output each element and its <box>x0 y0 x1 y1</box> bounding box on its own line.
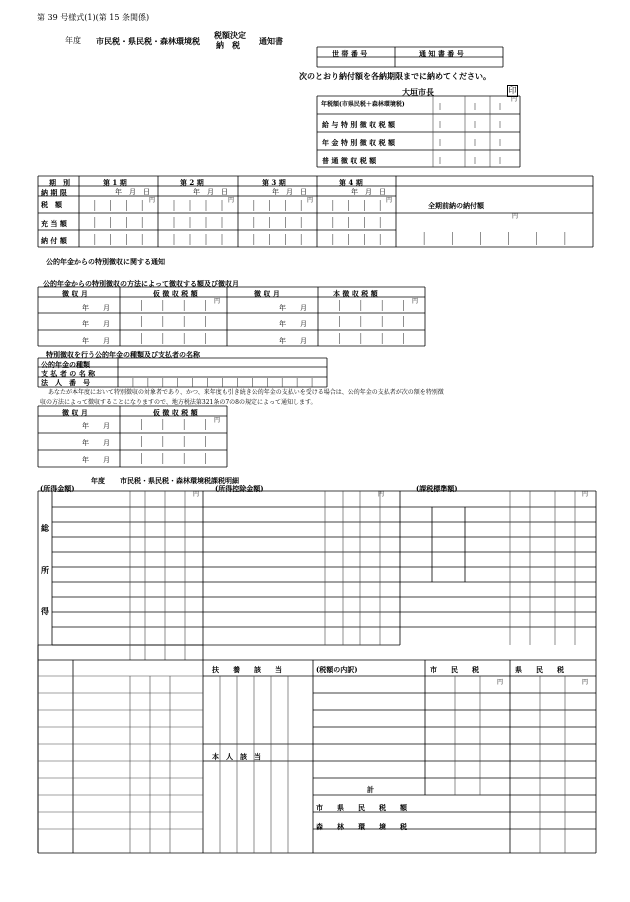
pension-col-provisional: 仮 徴 収 税 額 <box>153 289 198 298</box>
period-3-date: 年 月 日 <box>272 188 307 196</box>
citizen-tax-amount-label: 市 県 民 税 額 <box>316 803 407 812</box>
seal-stamp: 印 <box>508 86 517 95</box>
payer-name-label: 支 払 者 の 名 称 <box>41 369 96 378</box>
ordinary-tax-label: 普 通 徴 収 税 額 <box>322 156 377 165</box>
mayor-name: 大垣市長 <box>402 87 434 97</box>
pension-row3-month-2: 年 月 <box>279 337 307 345</box>
pension-notice-line-1: あなたが本年度において特別徴収の対象者であり、かつ、来年度も引き続き公的年金の支払いを受ける場合は、公的年金の支払者が次の額を特別徴 <box>48 389 444 396</box>
term-label: 期 別 <box>49 178 70 187</box>
deduction-yen: 円 <box>378 491 385 498</box>
side-char-shotoku-1: 所 <box>41 565 49 575</box>
period-3-yen: 円 <box>307 197 314 204</box>
detail-title: 市民税・県民税・森林環境税課税明細 <box>120 476 239 485</box>
total-label: 計 <box>367 785 374 794</box>
prepay-label: 全期前納の納付額 <box>428 201 484 210</box>
next-year-row3-month: 年 月 <box>82 456 110 464</box>
side-char-total: 総 <box>41 523 49 533</box>
period-1-label: 第 1 期 <box>103 178 127 187</box>
header-title-decision-bottom: 納 税 <box>216 40 240 50</box>
pension-row2-month: 年 月 <box>82 320 110 328</box>
form-number: 第 39 号様式(1)(第 15 条関係) <box>37 13 150 22</box>
city-tax-label: 市 民 税 <box>430 665 479 674</box>
header-title-taxes: 市民税・県民税・森林環境税 <box>96 36 200 46</box>
period-4-yen: 円 <box>386 197 393 204</box>
next-year-col-provisional: 仮 徴 収 税 額 <box>153 408 198 417</box>
household-number-label: 世 帯 番 号 <box>332 49 368 58</box>
self-applicable-label: 本 人 該 当 <box>212 752 261 761</box>
tax-amount-label: 税 額 <box>41 200 62 209</box>
pension-row3-month: 年 月 <box>82 337 110 345</box>
pension-tax-label: 年 金 特 別 徴 収 税 額 <box>322 138 396 147</box>
period-4-label: 第 4 期 <box>339 178 363 187</box>
pension-row1-month-2: 年 月 <box>279 304 307 312</box>
pension-notice-line-2: 収の方法によって徴収することになりますので、地方税法第321条の7の8の規定によって通知します。 <box>40 399 317 406</box>
next-year-col-month: 徴 収 月 <box>62 408 88 417</box>
dependent-applicable-label: 扶 養 該 当 <box>212 665 282 674</box>
header-title-decision-top: 税額決定 <box>214 30 246 40</box>
city-tax-yen: 円 <box>497 679 504 686</box>
period-2-label: 第 2 期 <box>180 178 204 187</box>
pension-row2-month-2: 年 月 <box>279 320 307 328</box>
next-year-row2-month: 年 月 <box>82 439 110 447</box>
corporate-number-label: 法 人 番 号 <box>41 378 90 387</box>
prepay-yen: 円 <box>512 213 519 220</box>
pension-col-month: 徴 収 月 <box>62 289 88 298</box>
pension-main-yen: 円 <box>412 298 419 305</box>
pension-provisional-yen: 円 <box>214 298 221 305</box>
period-2-yen: 円 <box>228 197 235 204</box>
income-yen: 円 <box>193 491 200 498</box>
forest-tax-label: 森 林 環 境 税 <box>316 822 407 831</box>
prefecture-tax-yen: 円 <box>582 679 589 686</box>
period-2-date: 年 月 日 <box>193 188 228 196</box>
deduction-amount-label: (所得控除金額) <box>215 484 264 493</box>
header-title-notice: 通知書 <box>259 36 283 46</box>
annual-tax-yen: 円 <box>511 96 518 103</box>
period-1-yen: 円 <box>149 197 156 204</box>
next-year-row1-month: 年 月 <box>82 422 110 430</box>
payment-instruction: 次のとおり納付額を各納期限までに納めてください。 <box>299 71 491 81</box>
side-char-shotoku-2: 得 <box>41 606 49 616</box>
annual-tax-label: 年税額(市県民税＋森林環境税) <box>321 101 405 108</box>
pension-notice-title: 公的年金からの特別徴収に関する通知 <box>46 257 165 266</box>
prefecture-tax-label: 県 民 税 <box>515 665 564 674</box>
pension-type-label: 公的年金の種類 <box>41 360 90 369</box>
pension-row1-month: 年 月 <box>82 304 110 312</box>
salary-tax-label: 給 与 特 別 徴 収 税 額 <box>322 120 396 129</box>
notice-number-label: 通 知 書 番 号 <box>419 49 464 58</box>
tax-breakdown-label: (税額の内訳) <box>316 665 358 674</box>
taxable-amount-label: (課税標準額) <box>416 484 458 493</box>
pension-col-month-2: 徴 収 月 <box>254 289 280 298</box>
income-amount-label: (所得金額) <box>40 484 75 493</box>
period-1-date: 年 月 日 <box>115 188 150 196</box>
period-4-date: 年 月 日 <box>351 188 386 196</box>
detail-year-label: 年度 <box>91 476 105 485</box>
applied-amount-label: 充 当 額 <box>41 219 67 228</box>
payment-amount-label: 納 付 額 <box>41 236 67 245</box>
pension-col-main: 本 徴 収 税 額 <box>333 289 378 298</box>
header-year-label: 年度 <box>65 36 81 45</box>
next-year-provisional-yen: 円 <box>214 417 221 424</box>
pension-method-title: 公的年金からの特別徴収の方法によって徴収する額及び徴収月 <box>43 279 239 288</box>
period-3-label: 第 3 期 <box>262 178 286 187</box>
pension-payer-title: 特別徴収を行う公的年金の種類及び支払者の名称 <box>46 350 200 359</box>
taxable-yen: 円 <box>582 491 589 498</box>
due-date-label: 納 期 限 <box>41 188 67 197</box>
